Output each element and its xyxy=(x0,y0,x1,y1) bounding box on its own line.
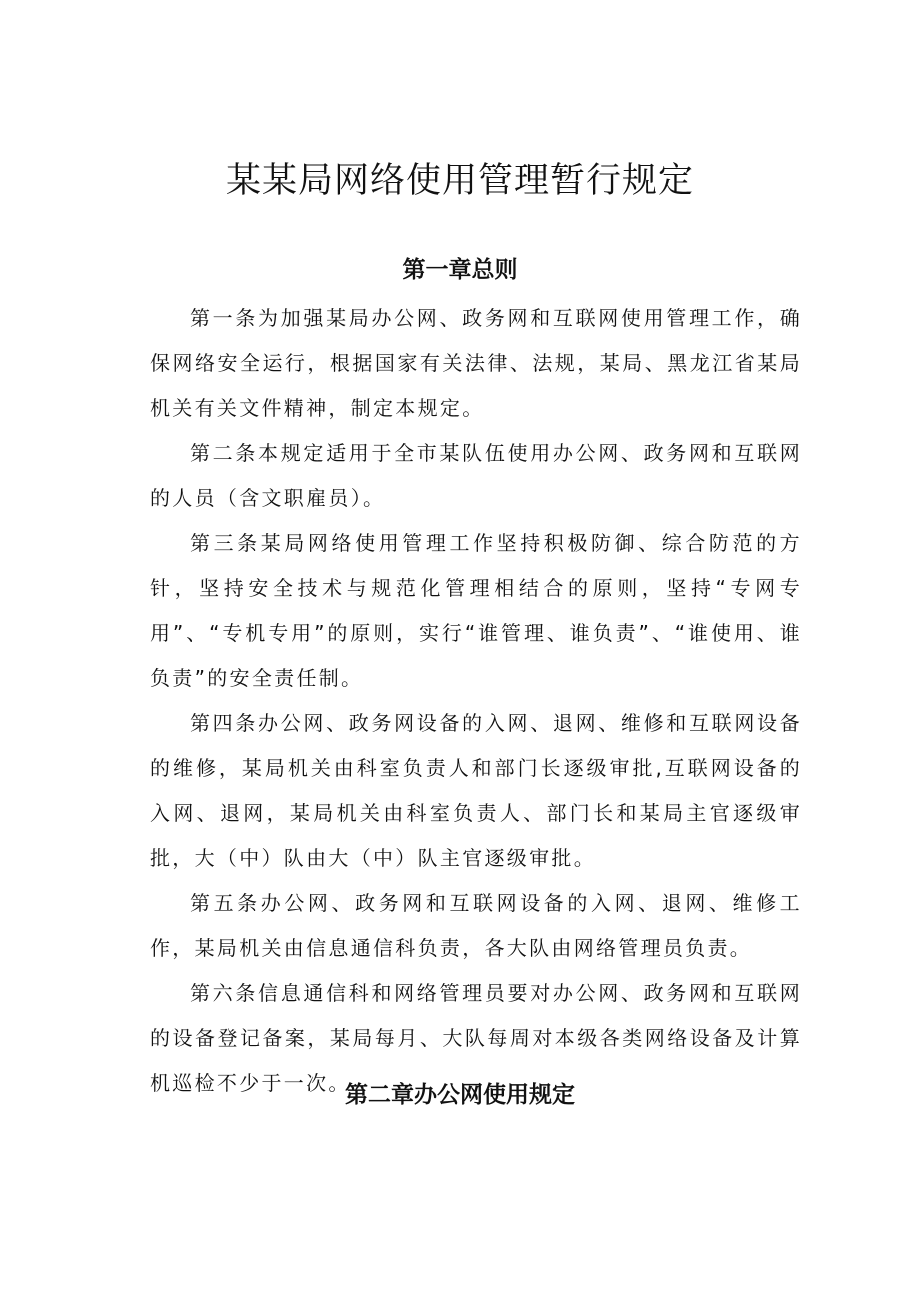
article-3: 第三条某局网络使用管理工作坚持积极防御、综合防范的方针，坚持安全技术与规范化管理相结合的原则，坚持“专网专用”、“专机专用”的原则，实行“谁管理、谁负责”、“谁使用、谁负责”的安全责任制。 xyxy=(150,531,802,690)
article-6: 第六条信息通信科和网络管理员要对办公网、政务网和互联网的设备登记备案，某局每月、大队每周对本级各类网络设备及计算机巡检不少于一次。 xyxy=(150,981,802,1095)
article-5: 第五条办公网、政务网和互联网设备的入网、退网、维修工作，某局机关由信息通信科负责，各大队由网络管理员负责。 xyxy=(150,891,802,960)
chapter-2-heading: 第二章办公网使用规定 xyxy=(345,1082,575,1108)
article-4: 第四条办公网、政务网设备的入网、退网、维修和互联网设备的维修，某局机关由科室负责人和部门长逐级审批,互联网设备的入网、退网，某局机关由科室负责人、部门长和某局主官逐级审批，大（中）队由大（中）队主官逐级审批。 xyxy=(150,711,802,870)
article-2: 第二条本规定适用于全市某队伍使用办公网、政务网和互联网的人员（含文职雇员）。 xyxy=(150,441,802,510)
document-title: 某某局网络使用管理暂行规定 xyxy=(225,161,694,201)
chapter-1-heading: 第一章总则 xyxy=(402,257,518,283)
chapter-1-body xyxy=(150,296,802,1106)
article-1: 第一条为加强某局办公网、政务网和互联网使用管理工作，确保网络安全运行，根据国家有关法律、法规，某局、黑龙江省某局机关有关文件精神，制定本规定。 xyxy=(150,306,802,420)
